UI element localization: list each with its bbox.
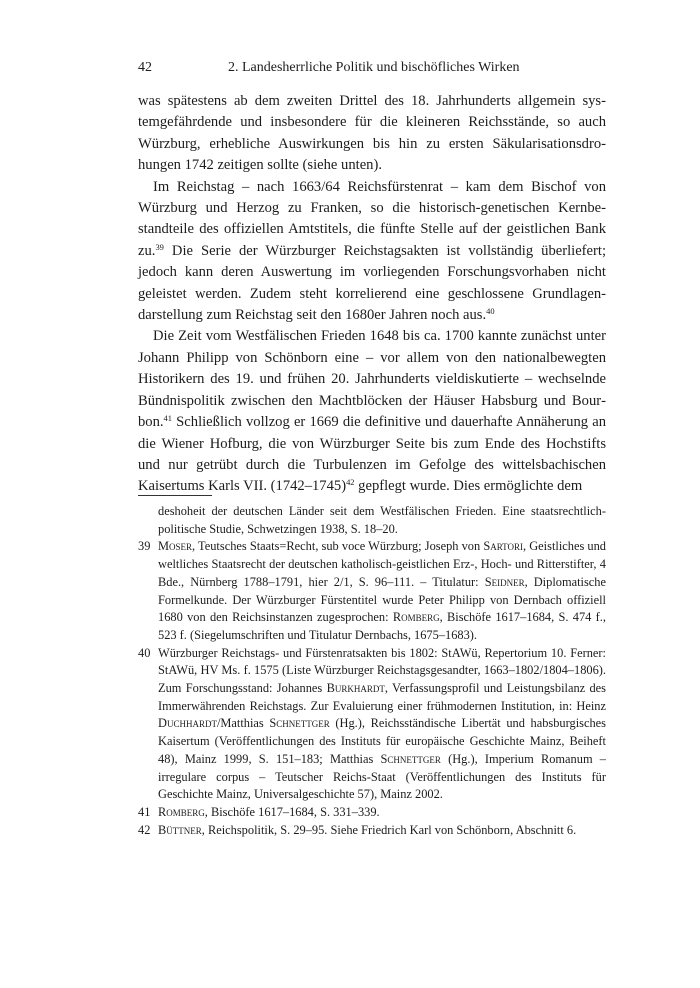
footnote-number: 42: [138, 822, 151, 837]
footnote-number: 40: [138, 645, 151, 660]
author-name: Sartori: [483, 539, 524, 554]
author-name: Moser: [158, 539, 193, 554]
footnote-number: 39: [138, 539, 151, 554]
main-text: [138, 91, 606, 498]
paragraph-2: Im Reichstag – nach 1663/64 Reichsfürstenrat – kam dem Bischof von Würzburg und Herzog zu Franken, so die historisch-genetischen Kernbestandteile des offiziellen Amtstitels, die fünfte Stelle auf der geistlichen Bank zu.$^{39}$ Die Serie der Würzburger Reichstagsakten ist vollständig überliefert; jedoch kann deren Auswertung im vorliegenden Forschungsvorhaben nicht geleistet werden. Zudem steht korrelierend eine geschlossene Grundlagendarstellung zum Reichstag seit den 1680er Jahren noch aus.$^{40}$: [138, 178, 606, 324]
footnote-ref[interactable]: 40: [486, 305, 495, 316]
running-title: 2. Landesherrliche Politik und bischöfliches Wirken: [228, 60, 520, 75]
author-name: Romberg: [158, 804, 205, 819]
author-name: Schnettger: [269, 716, 330, 731]
author-name: Büttner: [158, 822, 202, 837]
author-name: Romberg: [392, 610, 440, 625]
footnote-41: 41 Romberg, Bischöfe 1617–1684, S. 331–339.: [138, 804, 606, 822]
footnote-40: 40 Würzburger Reichstags- und Fürstenratsakten bis 1802: StAWü, Repertorium 10. Ferner: StAWü, HV Ms. f. 1575 (Liste Würzburger Reichstagsgesandter, 1663–1802/1804–1806). Zum Forschungsstand: Johannes Burkhardt, Verfassungsprofil und Leistungsbilanz des Immerwährenden Reichstags. Zur Evaluierung einer frühmodernen Institution, in: Heinz Duchhardt/Matthias Schnettger (Hg.), Reichsständische Libertät und habsburgisches Kaisertum (Veröffentlichungen des Instituts für europäische Geschichte Mainz, Beiheft 48), Mainz 1999, S. 151–183; Matthias Schnettger (Hg.), Imperium Romanum – irregulare corpus – Teutscher Reichs-Staat (Veröffentlichungen des Instituts für Geschichte Mainz, Universalgeschichte 57), Mainz 2002.: [138, 645, 607, 802]
paragraph-3: Die Zeit vom Westfälischen Frieden 1648 bis ca. 1700 kannte zunächst unter Johann Philipp von Schönborn eine – vor allem von den nationalbewegten Historikern des 19. und frühen 20. Jahrhunderts vieldiskutierte – wechselnde Bündnispolitik zwischen den Machtblöcken der Häuser Habsburg und Bourbon.$^{41}$ Schließlich vollzog er 1669 die definitive und dauerhafte Annäherung an die Wiener Hofburg, die von Würzburger Seite bis zum Ende des Hochstifts und nur getrübt durch die Turbulenzen im Gefolge des wittelsbachischen Kaisertums Karls VII. (1742–1745)$^{42}$ gepflegt wurde. Dies ermöglichte dem: [138, 328, 606, 495]
author-name: Duchhardt: [158, 716, 217, 731]
footnote-number: 41: [138, 804, 151, 819]
author-name: Schnettger: [380, 751, 441, 766]
running-header: [138, 60, 606, 78]
footnote-separator: [138, 495, 212, 496]
author-name: Seidner: [484, 574, 525, 589]
footnote-ref[interactable]: 42: [346, 477, 355, 488]
page-number: 42: [138, 60, 152, 75]
footnote-continuation: deshoheit der deutschen Länder seit dem Westfälischen Frieden. Eine staatsrechtlich-politische Studie, Schwetzingen 1938, S. 18–20.: [158, 504, 606, 536]
paragraph-1: was spätestens ab dem zweiten Drittel des 18. Jahrhunderts allgemein systemgefährdende und insbesondere für die kleineren Reichsstände, so auch Würzburg, erhebliche Auswirkungen bis hin zu ersten Säkularisationsdrohungen 1742 zeitigen sollte (siehe unten).: [138, 93, 606, 174]
footnote-ref[interactable]: 41: [163, 413, 172, 424]
footnote-39: 39 Moser, Teutsches Staats=Recht, sub voce Würzburg; Joseph von Sartori, Geistliches und weltliches Staatsrecht der deutschen katholisch-geistlichen Erz-, Hoch- und Ritterstifter, 4 Bde., Nürnberg 1788–1791, hier 2/1, S. 96–111. – Titulatur: Seidner, Diplomatische Formelkunde. Der Würzburger Fürstentitel wurde Peter Philipp von Dernbach offiziell 1680 von den Reichsinstanzen zugesprochen: Romberg, Bischöfe 1617–1684, S. 474 f., 523 f. (Siegelumschriften und Titulatur Dernbachs, 1675–1683).: [138, 539, 607, 642]
footnotes: [138, 503, 606, 839]
author-name: Burkhardt: [326, 681, 385, 696]
footnote-ref[interactable]: 39: [155, 241, 164, 252]
footnote-42: 42 Büttner, Reichspolitik, S. 29–95. Siehe Friedrich Karl von Schönborn, Abschnitt 6.: [138, 822, 606, 840]
